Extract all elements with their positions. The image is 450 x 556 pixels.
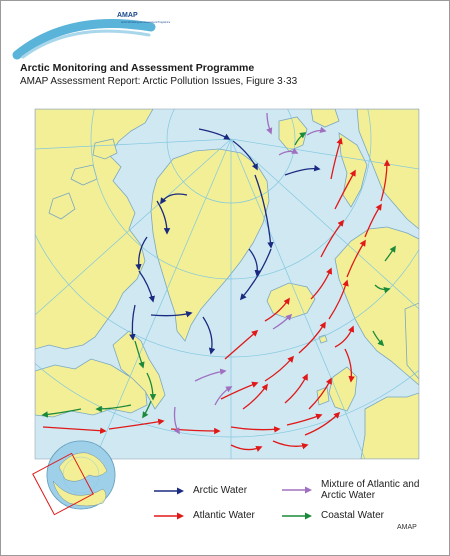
page-subtitle: AMAP Assessment Report: Arctic Pollution Issues, Figure 3·33 [20,76,298,87]
red-arrow-icon [153,511,185,521]
purple-arrow-icon [281,485,313,495]
legend-item-mixture [281,479,421,501]
blue-arrow-icon [153,486,185,496]
page-title: Arctic Monitoring and Assessment Programme [20,62,255,74]
legend-item-atlantic-water [153,510,255,521]
credit-label: AMAP [397,524,417,531]
legend-item-coastal-water [281,510,384,521]
logo-text: AMAP [117,12,138,19]
legend-label: Coastal Water [321,510,384,521]
legend-label: Arctic Water [193,485,248,496]
legend-label: Atlantic Water [193,510,255,521]
green-arrow-icon [281,511,313,521]
legend-item-arctic-water [153,485,247,496]
ocean-currents-map [35,109,419,459]
faroe-islands [319,335,327,343]
logo-tagline: Arctic Monitoring and Assessment Programme [121,21,171,24]
amap-logo [9,5,171,61]
legend-label: Mixture of Atlantic and Arctic Water [321,479,420,501]
globe-locator-icon [29,437,129,537]
